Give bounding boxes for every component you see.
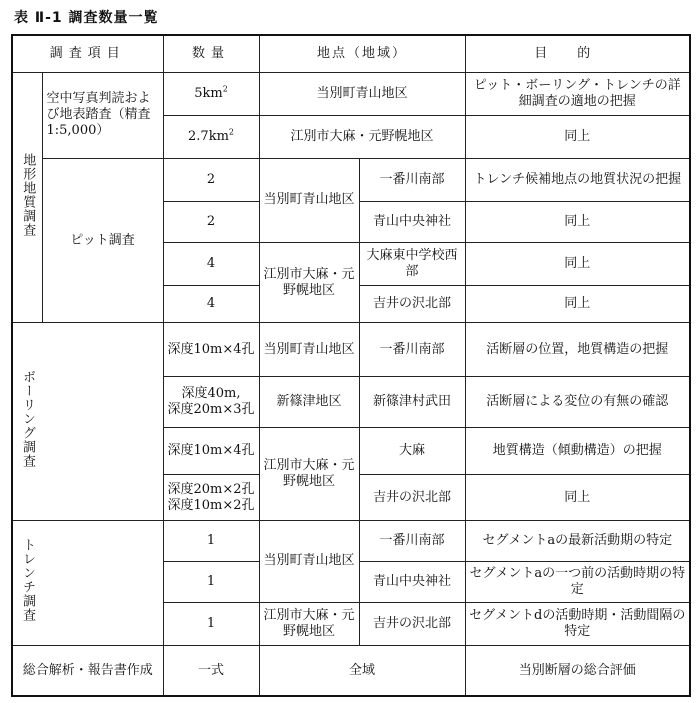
site-cell: 青山中央神社 [359, 202, 465, 243]
area-cell: 江別市大麻・元野幌地区 [259, 428, 359, 521]
quantity-cell: 深度10m×4孔 [163, 323, 259, 376]
site-cell: 大麻 [359, 428, 465, 475]
site-cell: 一番川南部 [359, 323, 465, 376]
header-location: 地点（地域） [259, 35, 465, 72]
purpose-cell: トレンチ候補地点の地質状況の把握 [465, 158, 690, 201]
header-purpose: 目的 [465, 35, 690, 72]
area-cell: 当別町青山地区 [259, 520, 359, 602]
table-caption: 表 Ⅱ-1 調査数量一覧 [14, 10, 159, 26]
header-row [12, 35, 690, 72]
quantity-cell: 深度40m, 深度20m×3孔 [163, 376, 259, 427]
quantity-cell: 4 [163, 243, 259, 286]
quantity-cell: 深度20m×2孔 深度10m×2孔 [163, 475, 259, 520]
table-row [12, 520, 690, 561]
trench-survey-label: トレンチ調査 [12, 520, 163, 645]
purpose-cell: 同上 [465, 202, 690, 243]
area-cell: 新篠津地区 [259, 376, 359, 427]
table-row [12, 323, 690, 376]
site-cell: 一番川南部 [359, 520, 465, 561]
quantity-cell: $2.7km^2$ [163, 115, 259, 158]
area-cell: 江別市大麻・元野幌地区 [259, 243, 359, 323]
location-cell: 当別町青山地区 [259, 72, 465, 115]
aerial-survey-label: 空中写真判読および地表踏査（精査1:5,000） [42, 72, 163, 158]
site-cell: 新篠津村武田 [359, 376, 465, 427]
site-cell: 一番川南部 [359, 158, 465, 201]
header-item: 調査項目 [12, 35, 163, 72]
site-cell: 吉井の沢北部 [359, 475, 465, 520]
area-cell: 当別町青山地区 [259, 158, 359, 242]
quantity-cell: 4 [163, 286, 259, 323]
site-cell: 吉井の沢北部 [359, 286, 465, 323]
location-cell: 全域 [259, 646, 465, 696]
header-quantity: 数量 [163, 35, 259, 72]
site-cell: 大麻東中学校西部 [359, 243, 465, 286]
quantity-cell: $5km^2$ [163, 72, 259, 115]
area-cell: 江別市大麻・元野幌地区 [259, 602, 359, 645]
summary-label: 総合解析・報告書作成 [12, 646, 163, 696]
purpose-cell: セグメントaの一つ前の活動時期の特定 [465, 561, 690, 602]
quantity-cell: 2 [163, 202, 259, 243]
site-cell: 吉井の沢北部 [359, 602, 465, 645]
quantity-cell: 1 [163, 602, 259, 645]
purpose-cell: 地質構造（傾動構造）の把握 [465, 428, 690, 475]
table-row [12, 72, 690, 115]
location-cell: 江別市大麻・元野幌地区 [259, 115, 465, 158]
geo-survey-label: 地形地質調査 [12, 72, 42, 323]
site-cell: 青山中央神社 [359, 561, 465, 602]
purpose-cell: セグメントaの最新活動期の特定 [465, 520, 690, 561]
purpose-cell: 同上 [465, 475, 690, 520]
purpose-cell: 活断層による変位の有無の確認 [465, 376, 690, 427]
purpose-cell: セグメントdの活動時期・活動間隔の特定 [465, 602, 690, 645]
quantity-cell: 一式 [163, 646, 259, 696]
survey-quantity-table [11, 34, 691, 697]
purpose-cell: 同上 [465, 115, 690, 158]
pit-survey-label: ピット調査 [42, 158, 163, 322]
summary-row [12, 646, 690, 696]
purpose-cell: 同上 [465, 286, 690, 323]
boring-survey-label: ボーリング調査 [12, 323, 163, 520]
area-cell: 当別町青山地区 [259, 323, 359, 376]
purpose-cell: 同上 [465, 243, 690, 286]
quantity-cell: 深度10m×4孔 [163, 428, 259, 475]
quantity-cell: 1 [163, 561, 259, 602]
purpose-cell: 当別断層の総合評価 [465, 646, 690, 696]
quantity-cell: 1 [163, 520, 259, 561]
quantity-cell: 2 [163, 158, 259, 201]
purpose-cell: 活断層の位置，地質構造の把握 [465, 323, 690, 376]
table-row [12, 158, 690, 201]
purpose-cell: ピット・ボーリング・トレンチの詳細調査の適地の把握 [465, 72, 690, 115]
